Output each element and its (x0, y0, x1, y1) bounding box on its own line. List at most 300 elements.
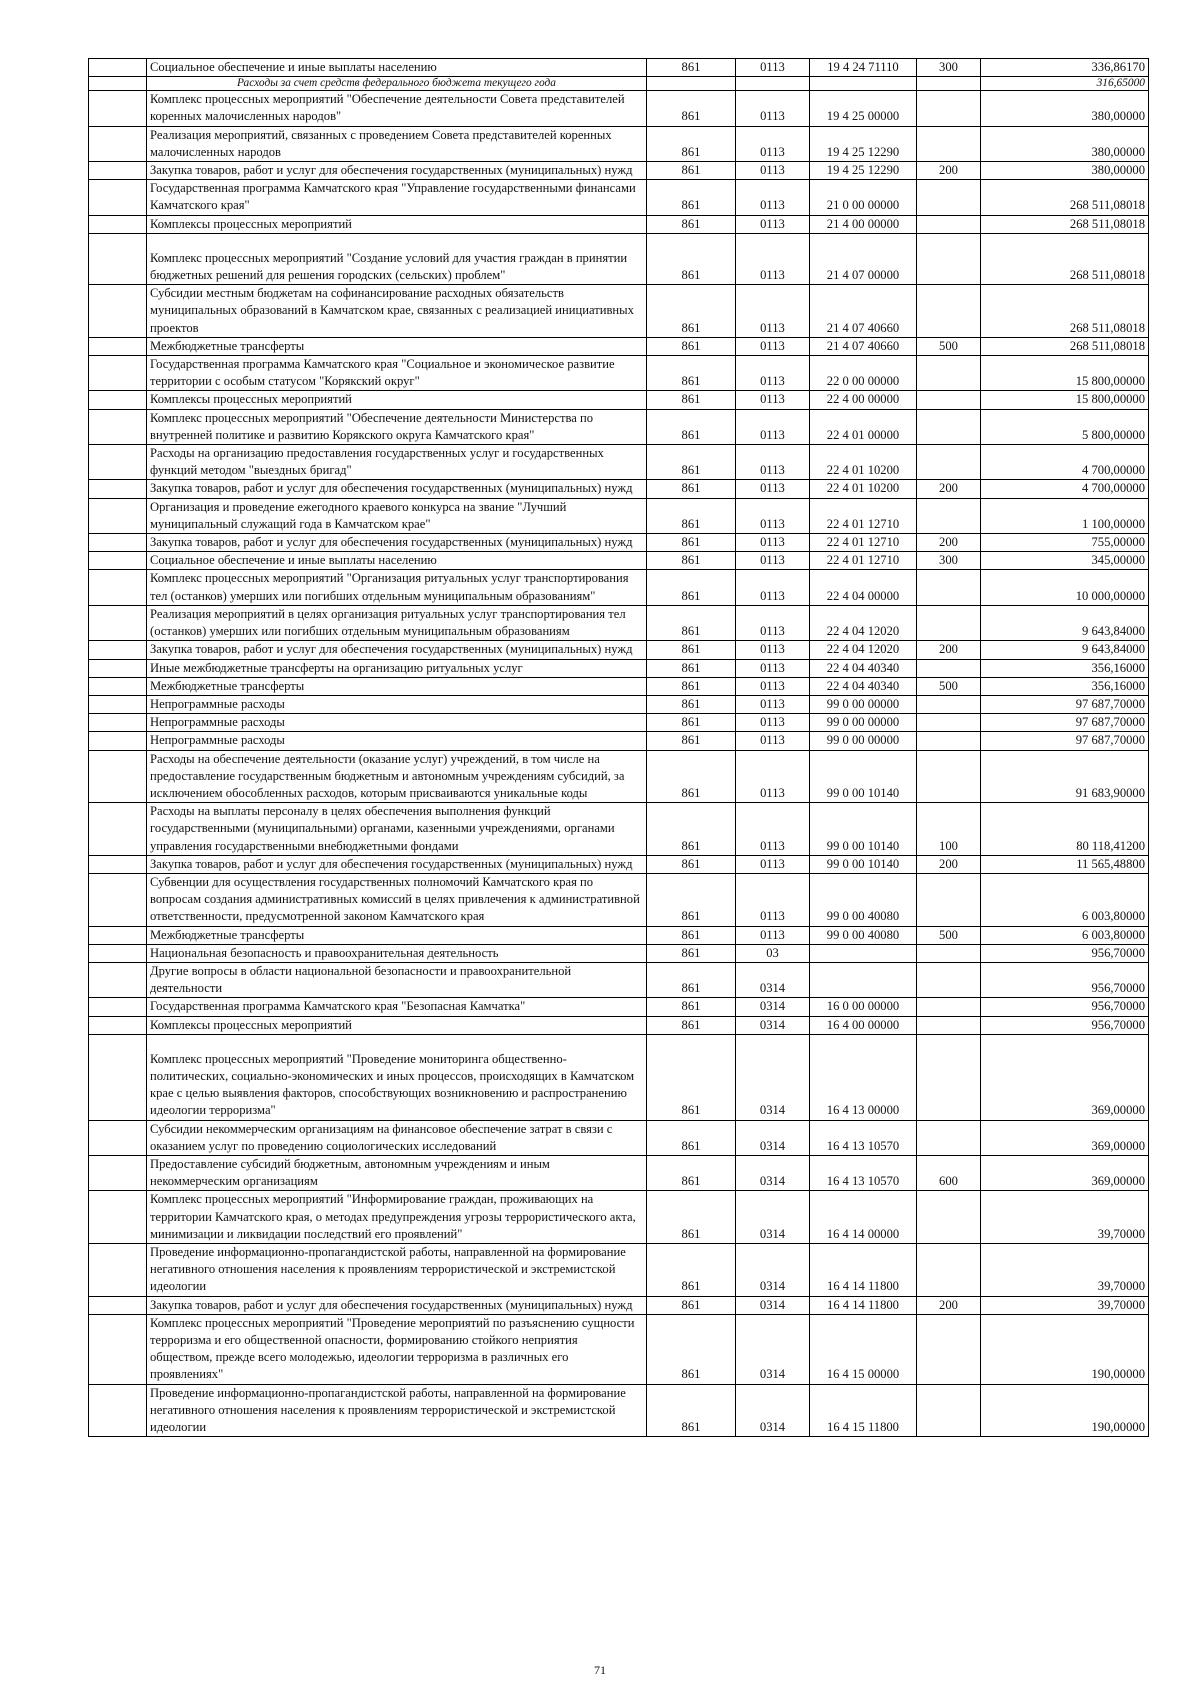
row-index-cell (89, 356, 147, 391)
row-index-cell (89, 998, 147, 1016)
expense-type-cell (917, 285, 981, 338)
target-article-cell: 99 0 00 10140 (810, 855, 917, 873)
expense-type-cell (917, 873, 981, 926)
table-row (89, 998, 1149, 1016)
target-article-cell: 22 4 04 12020 (810, 605, 917, 640)
item-name-cell: Комплекс процессных мероприятий "Обеспечение деятельности Совета представителей коренных малочисленных народов" (147, 91, 647, 126)
table-row (89, 552, 1149, 570)
target-article-cell: 22 4 04 40340 (810, 677, 917, 695)
row-index-cell (89, 695, 147, 713)
target-article-cell: 22 4 01 12710 (810, 498, 917, 533)
item-name-cell: Комплексы процессных мероприятий (147, 215, 647, 233)
table-row (89, 480, 1149, 498)
ved-code-cell: 861 (647, 409, 736, 444)
row-index-cell (89, 605, 147, 640)
expense-type-cell: 600 (917, 1155, 981, 1190)
section-code-cell: 0113 (736, 750, 810, 803)
ved-code-cell: 861 (647, 944, 736, 962)
ved-code-cell: 861 (647, 714, 736, 732)
target-article-cell: 19 4 24 71110 (810, 59, 917, 77)
table-row (89, 1016, 1149, 1034)
item-name-cell: Межбюджетные трансферты (147, 677, 647, 695)
table-row (89, 445, 1149, 480)
row-index-cell (89, 233, 147, 284)
ved-code-cell: 861 (647, 1191, 736, 1244)
table-body (89, 59, 1149, 1437)
section-code-cell: 0314 (736, 1120, 810, 1155)
table-row (89, 1191, 1149, 1244)
amount-cell: 190,00000 (981, 1384, 1149, 1437)
row-index-cell (89, 480, 147, 498)
item-name-cell: Непрограммные расходы (147, 714, 647, 732)
amount-cell: 369,00000 (981, 1120, 1149, 1155)
ved-code-cell: 861 (647, 641, 736, 659)
section-code-cell: 0113 (736, 162, 810, 180)
section-code-cell: 0314 (736, 1314, 810, 1384)
ved-code-cell: 861 (647, 962, 736, 997)
expense-type-cell: 500 (917, 926, 981, 944)
ved-code-cell: 861 (647, 659, 736, 677)
table-row (89, 59, 1149, 77)
expense-type-cell (917, 391, 981, 409)
amount-cell: 15 800,00000 (981, 356, 1149, 391)
item-name-cell: Комплекс процессных мероприятий "Создание условий для участия граждан в принятии бюджетных решений для решения городских (сельских) проблем" (147, 233, 647, 284)
ved-code-cell: 861 (647, 285, 736, 338)
item-name-cell: Предоставление субсидий бюджетным, автономным учреждениям и иным некоммерческим организациям (147, 1155, 647, 1190)
item-name-cell: Расходы на обеспечение деятельности (оказание услуг) учреждений, в том числе на предоставление государственным бюджетным и автономным учреждениям субсидий, за исключением обособленных расходов, которым присваиваются уникальные коды (147, 750, 647, 803)
expense-type-cell (917, 732, 981, 750)
section-code-cell: 0113 (736, 445, 810, 480)
target-article-cell: 21 4 07 00000 (810, 233, 917, 284)
target-article-cell: 99 0 00 10140 (810, 750, 917, 803)
item-name-cell: Субвенции для осуществления государственных полномочий Камчатского края по вопросам создания административных комиссий в целях привлечения к административной ответственности, предусмотренной законом Камчатского края (147, 873, 647, 926)
table-row (89, 534, 1149, 552)
amount-cell: 4 700,00000 (981, 480, 1149, 498)
target-article-cell: 16 4 00 00000 (810, 1016, 917, 1034)
expense-type-cell (917, 944, 981, 962)
amount-cell: 755,00000 (981, 534, 1149, 552)
ved-code-cell: 861 (647, 803, 736, 856)
table-row (89, 873, 1149, 926)
section-code-cell: 0113 (736, 873, 810, 926)
row-index-cell (89, 926, 147, 944)
expense-type-cell: 200 (917, 480, 981, 498)
ved-code-cell: 861 (647, 552, 736, 570)
row-index-cell (89, 1384, 147, 1437)
ved-code-cell: 861 (647, 873, 736, 926)
ved-code-cell: 861 (647, 1384, 736, 1437)
expense-type-cell: 300 (917, 552, 981, 570)
amount-cell: 356,16000 (981, 659, 1149, 677)
ved-code-cell: 861 (647, 356, 736, 391)
table-row (89, 233, 1149, 284)
amount-cell: 380,00000 (981, 91, 1149, 126)
row-index-cell (89, 659, 147, 677)
table-row (89, 926, 1149, 944)
table-row (89, 498, 1149, 533)
item-name-cell: Расходы за счет средств федерального бюджета текущего года (147, 77, 647, 91)
table-row (89, 641, 1149, 659)
ved-code-cell: 861 (647, 91, 736, 126)
amount-cell: 15 800,00000 (981, 391, 1149, 409)
expense-type-cell: 200 (917, 855, 981, 873)
row-index-cell (89, 391, 147, 409)
amount-cell: 6 003,80000 (981, 873, 1149, 926)
target-article-cell (810, 962, 917, 997)
row-index-cell (89, 91, 147, 126)
row-index-cell (89, 803, 147, 856)
target-article-cell: 22 4 04 12020 (810, 641, 917, 659)
target-article-cell: 22 4 01 10200 (810, 480, 917, 498)
item-name-cell: Закупка товаров, работ и услуг для обеспечения государственных (муниципальных) нужд (147, 480, 647, 498)
amount-cell: 268 511,08018 (981, 285, 1149, 338)
expense-type-cell (917, 1034, 981, 1120)
ved-code-cell: 861 (647, 233, 736, 284)
amount-cell: 4 700,00000 (981, 445, 1149, 480)
expense-type-cell (917, 233, 981, 284)
expense-type-cell (917, 126, 981, 161)
ved-code-cell: 861 (647, 534, 736, 552)
amount-cell: 80 118,41200 (981, 803, 1149, 856)
expense-type-cell (917, 695, 981, 713)
item-name-cell: Комплексы процессных мероприятий (147, 391, 647, 409)
row-index-cell (89, 1191, 147, 1244)
row-index-cell (89, 409, 147, 444)
amount-cell: 9 643,84000 (981, 605, 1149, 640)
expense-type-cell (917, 605, 981, 640)
row-index-cell (89, 714, 147, 732)
row-index-cell (89, 1296, 147, 1314)
ved-code-cell: 861 (647, 1155, 736, 1190)
target-article-cell: 22 4 04 40340 (810, 659, 917, 677)
ved-code-cell: 861 (647, 480, 736, 498)
ved-code-cell: 861 (647, 855, 736, 873)
table-row (89, 1120, 1149, 1155)
amount-cell: 345,00000 (981, 552, 1149, 570)
section-code-cell: 0113 (736, 391, 810, 409)
amount-cell: 190,00000 (981, 1314, 1149, 1384)
item-name-cell: Непрограммные расходы (147, 732, 647, 750)
item-name-cell: Закупка товаров, работ и услуг для обеспечения государственных (муниципальных) нужд (147, 855, 647, 873)
ved-code-cell: 861 (647, 498, 736, 533)
item-name-cell: Реализация мероприятий, связанных с проведением Совета представителей коренных малочисленных народов (147, 126, 647, 161)
item-name-cell: Проведение информационно-пропагандистской работы, направленной на формирование негативного отношения населения к проявлениям террористической и экстремистской идеологии (147, 1244, 647, 1297)
ved-code-cell: 861 (647, 215, 736, 233)
ved-code-cell: 861 (647, 677, 736, 695)
ved-code-cell: 861 (647, 605, 736, 640)
item-name-cell: Государственная программа Камчатского края "Социальное и экономическое развитие территории с особым статусом "Корякский округ" (147, 356, 647, 391)
section-code-cell: 0113 (736, 926, 810, 944)
section-code-cell: 0113 (736, 677, 810, 695)
row-index-cell (89, 162, 147, 180)
row-index-cell (89, 1314, 147, 1384)
amount-cell: 380,00000 (981, 126, 1149, 161)
section-code-cell: 0113 (736, 855, 810, 873)
row-index-cell (89, 59, 147, 77)
expense-type-cell (917, 1244, 981, 1297)
item-name-cell: Государственная программа Камчатского края "Безопасная Камчатка" (147, 998, 647, 1016)
ved-code-cell: 861 (647, 695, 736, 713)
ved-code-cell: 861 (647, 1296, 736, 1314)
section-code-cell: 0113 (736, 695, 810, 713)
section-code-cell: 0113 (736, 285, 810, 338)
row-index-cell (89, 944, 147, 962)
expense-type-cell (917, 1384, 981, 1437)
ved-code-cell: 861 (647, 926, 736, 944)
section-code-cell: 0113 (736, 480, 810, 498)
amount-cell: 956,70000 (981, 962, 1149, 997)
page-number: 71 (594, 1663, 606, 1677)
table-row (89, 732, 1149, 750)
item-name-cell: Комплекс процессных мероприятий "Обеспечение деятельности Министерства по внутренней политике и развитию Корякского округа Камчатского края" (147, 409, 647, 444)
table-row (89, 356, 1149, 391)
section-code-cell: 0113 (736, 337, 810, 355)
table-row (89, 337, 1149, 355)
item-name-cell: Социальное обеспечение и иные выплаты населению (147, 552, 647, 570)
target-article-cell: 22 4 01 12710 (810, 552, 917, 570)
section-code-cell: 0113 (736, 659, 810, 677)
item-name-cell: Комплекс процессных мероприятий "Проведение мероприятий по разъяснению сущности терроризма и его общественной опасности, формированию стойкого неприятия обществом, прежде всего молодежью, идеологии терроризма в различных его проявлениях" (147, 1314, 647, 1384)
target-article-cell: 16 0 00 00000 (810, 998, 917, 1016)
section-code-cell: 03 (736, 944, 810, 962)
target-article-cell: 16 4 14 11800 (810, 1244, 917, 1297)
budget-table (88, 58, 1149, 1437)
row-index-cell (89, 126, 147, 161)
row-index-cell (89, 445, 147, 480)
table-row (89, 391, 1149, 409)
row-index-cell (89, 285, 147, 338)
table-row (89, 162, 1149, 180)
amount-cell: 39,70000 (981, 1191, 1149, 1244)
amount-cell: 97 687,70000 (981, 714, 1149, 732)
item-name-cell: Реализация мероприятий в целях организация ритуальных услуг транспортирования тел (останков) умерших или погибших отдельным муниципальным образованиям (147, 605, 647, 640)
expense-type-cell: 200 (917, 162, 981, 180)
amount-cell: 97 687,70000 (981, 695, 1149, 713)
table-row (89, 180, 1149, 215)
target-article-cell: 19 4 25 00000 (810, 91, 917, 126)
item-name-cell: Расходы на организацию предоставления государственных услуг и государственных функций методом "выездных бригад" (147, 445, 647, 480)
item-name-cell: Комплексы процессных мероприятий (147, 1016, 647, 1034)
table-row (89, 677, 1149, 695)
table-row (89, 1296, 1149, 1314)
table-row (89, 695, 1149, 713)
section-code-cell: 0314 (736, 1296, 810, 1314)
target-article-cell: 22 4 00 00000 (810, 391, 917, 409)
table-row (89, 1155, 1149, 1190)
row-index-cell (89, 1016, 147, 1034)
amount-cell: 356,16000 (981, 677, 1149, 695)
amount-cell: 6 003,80000 (981, 926, 1149, 944)
expense-type-cell (917, 962, 981, 997)
row-index-cell (89, 534, 147, 552)
item-name-cell: Расходы на выплаты персоналу в целях обеспечения выполнения функций государственными (муниципальными) органами, казенными учреждениями, органами управления государственными внебюджетными фондами (147, 803, 647, 856)
table-row (89, 944, 1149, 962)
target-article-cell: 99 0 00 00000 (810, 732, 917, 750)
expense-type-cell: 500 (917, 337, 981, 355)
section-code-cell: 0113 (736, 233, 810, 284)
section-code-cell: 0113 (736, 59, 810, 77)
item-name-cell: Субсидии местным бюджетам на софинансирование расходных обязательств муниципальных образований в Камчатском крае, связанных с реализацией инициативных проектов (147, 285, 647, 338)
expense-type-cell (917, 409, 981, 444)
section-code-cell: 0113 (736, 534, 810, 552)
row-index-cell (89, 1244, 147, 1297)
expense-type-cell (917, 750, 981, 803)
ved-code-cell: 861 (647, 337, 736, 355)
table-row (89, 570, 1149, 605)
item-name-cell: Закупка товаров, работ и услуг для обеспечения государственных (муниципальных) нужд (147, 534, 647, 552)
amount-cell: 956,70000 (981, 998, 1149, 1016)
amount-cell: 369,00000 (981, 1155, 1149, 1190)
expense-type-cell (917, 1314, 981, 1384)
row-index-cell (89, 677, 147, 695)
section-code-cell: 0113 (736, 180, 810, 215)
ved-code-cell: 861 (647, 1016, 736, 1034)
item-name-cell: Межбюджетные трансферты (147, 926, 647, 944)
amount-cell: 97 687,70000 (981, 732, 1149, 750)
item-name-cell: Социальное обеспечение и иные выплаты населению (147, 59, 647, 77)
target-article-cell (810, 77, 917, 91)
ved-code-cell: 861 (647, 732, 736, 750)
amount-cell: 268 511,08018 (981, 337, 1149, 355)
section-code-cell: 0113 (736, 570, 810, 605)
target-article-cell: 16 4 14 00000 (810, 1191, 917, 1244)
target-article-cell: 21 4 07 40660 (810, 285, 917, 338)
expense-type-cell: 100 (917, 803, 981, 856)
expense-type-cell (917, 91, 981, 126)
target-article-cell: 21 4 00 00000 (810, 215, 917, 233)
table-row (89, 409, 1149, 444)
expense-type-cell (917, 1016, 981, 1034)
ved-code-cell: 861 (647, 162, 736, 180)
expense-type-cell (917, 570, 981, 605)
section-code-cell: 0113 (736, 126, 810, 161)
target-article-cell: 99 0 00 10140 (810, 803, 917, 856)
table-row (89, 855, 1149, 873)
ved-code-cell: 861 (647, 391, 736, 409)
amount-cell: 336,86170 (981, 59, 1149, 77)
amount-cell: 268 511,08018 (981, 180, 1149, 215)
expense-type-cell (917, 215, 981, 233)
ved-code-cell: 861 (647, 1120, 736, 1155)
section-code-cell: 0113 (736, 641, 810, 659)
target-article-cell: 22 4 01 00000 (810, 409, 917, 444)
row-index-cell (89, 641, 147, 659)
row-index-cell (89, 215, 147, 233)
table-row (89, 962, 1149, 997)
row-index-cell (89, 337, 147, 355)
ved-code-cell: 861 (647, 1314, 736, 1384)
amount-cell: 1 100,00000 (981, 498, 1149, 533)
expense-type-cell (917, 998, 981, 1016)
table-row (89, 1314, 1149, 1384)
amount-cell: 11 565,48800 (981, 855, 1149, 873)
target-article-cell: 99 0 00 40080 (810, 873, 917, 926)
item-name-cell: Непрограммные расходы (147, 695, 647, 713)
section-code-cell: 0113 (736, 714, 810, 732)
row-index-cell (89, 1120, 147, 1155)
row-index-cell (89, 1034, 147, 1120)
section-code-cell: 0314 (736, 1191, 810, 1244)
table-row (89, 126, 1149, 161)
amount-cell: 268 511,08018 (981, 215, 1149, 233)
expense-type-cell: 500 (917, 677, 981, 695)
section-code-cell: 0314 (736, 1155, 810, 1190)
item-name-cell: Другие вопросы в области национальной безопасности и правоохранительной деятельности (147, 962, 647, 997)
target-article-cell: 22 4 01 10200 (810, 445, 917, 480)
target-article-cell: 99 0 00 40080 (810, 926, 917, 944)
table-row (89, 714, 1149, 732)
target-article-cell: 21 0 00 00000 (810, 180, 917, 215)
section-code-cell: 0314 (736, 998, 810, 1016)
expense-type-cell (917, 445, 981, 480)
target-article-cell: 16 4 13 10570 (810, 1155, 917, 1190)
amount-cell: 5 800,00000 (981, 409, 1149, 444)
amount-cell: 91 683,90000 (981, 750, 1149, 803)
table-note-row (89, 77, 1149, 91)
row-index-cell (89, 180, 147, 215)
amount-cell: 268 511,08018 (981, 233, 1149, 284)
row-index-cell (89, 732, 147, 750)
ved-code-cell: 861 (647, 1244, 736, 1297)
section-code-cell: 0113 (736, 215, 810, 233)
budget-table-sheet (88, 58, 1148, 1437)
item-name-cell: Национальная безопасность и правоохранительная деятельность (147, 944, 647, 962)
table-row (89, 91, 1149, 126)
target-article-cell (810, 944, 917, 962)
row-index-cell (89, 570, 147, 605)
row-index-cell (89, 498, 147, 533)
target-article-cell: 19 4 25 12290 (810, 126, 917, 161)
section-code-cell: 0113 (736, 91, 810, 126)
item-name-cell: Организация и проведение ежегодного краевого конкурса на звание "Лучший муниципальный служащий года в Камчатском крае" (147, 498, 647, 533)
target-article-cell: 22 4 01 12710 (810, 534, 917, 552)
amount-cell: 380,00000 (981, 162, 1149, 180)
amount-cell: 316,65000 (981, 77, 1149, 91)
expense-type-cell: 200 (917, 641, 981, 659)
row-index-cell (89, 552, 147, 570)
amount-cell: 956,70000 (981, 944, 1149, 962)
table-row (89, 803, 1149, 856)
table-row (89, 1034, 1149, 1120)
section-code-cell: 0113 (736, 498, 810, 533)
row-index-cell (89, 1155, 147, 1190)
row-index-cell (89, 77, 147, 91)
expense-type-cell (917, 714, 981, 732)
row-index-cell (89, 873, 147, 926)
table-row (89, 750, 1149, 803)
table-row (89, 1384, 1149, 1437)
ved-code-cell: 861 (647, 59, 736, 77)
section-code-cell: 0113 (736, 356, 810, 391)
item-name-cell: Субсидии некоммерческим организациям на финансовое обеспечение затрат в связи с оказанием услуг по проведению социологических исследований (147, 1120, 647, 1155)
ved-code-cell: 861 (647, 998, 736, 1016)
expense-type-cell (917, 180, 981, 215)
table-row (89, 285, 1149, 338)
expense-type-cell (917, 356, 981, 391)
section-code-cell: 0113 (736, 605, 810, 640)
amount-cell: 10 000,00000 (981, 570, 1149, 605)
item-name-cell: Закупка товаров, работ и услуг для обеспечения государственных (муниципальных) нужд (147, 641, 647, 659)
target-article-cell: 16 4 14 11800 (810, 1296, 917, 1314)
expense-type-cell (917, 77, 981, 91)
amount-cell: 9 643,84000 (981, 641, 1149, 659)
item-name-cell: Иные межбюджетные трансферты на организацию ритуальных услуг (147, 659, 647, 677)
section-code-cell: 0113 (736, 732, 810, 750)
row-index-cell (89, 855, 147, 873)
table-row (89, 605, 1149, 640)
item-name-cell: Комплекс процессных мероприятий "Информирование граждан, проживающих на территории Камчатского края, о методах предупреждения угрозы террористического акта, минимизации и ликвидации последствий его проявлений" (147, 1191, 647, 1244)
expense-type-cell (917, 1191, 981, 1244)
